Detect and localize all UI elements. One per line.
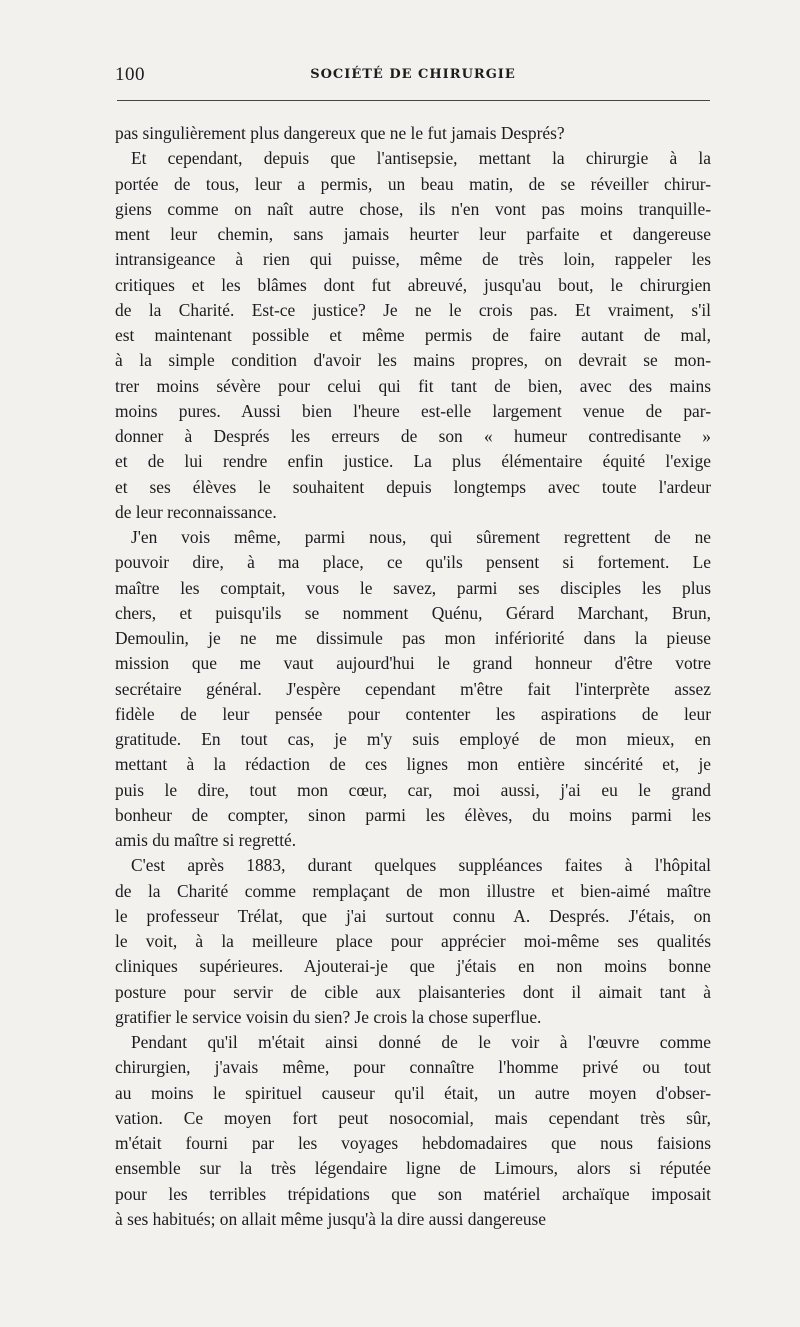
- text-line: portée de tous, leur a permis, un beau matin, de se réveiller chirur-: [115, 173, 711, 194]
- text-line: donner à Després les erreurs de son « humeur contredisante »: [115, 426, 711, 446]
- text-line: et ses élèves le souhaitent depuis longtemps avec toute l'ardeur: [115, 476, 711, 497]
- text-line: posture pour servir de cible aux plaisanteries dont il aimait tant à: [115, 981, 711, 1002]
- text-line: gratitude. En tout cas, je m'y suis employé de mon mieux, en: [115, 729, 711, 749]
- text-line: à ses habitués; on allait même jusqu'à la dire aussi dangereuse: [115, 1208, 547, 1229]
- page-number: 100: [115, 64, 145, 85]
- text-line: vation. Ce moyen fort peut nosocomial, mais cependant très sûr,: [115, 1107, 711, 1128]
- text-line: au moins le spirituel causeur qu'il était, un autre moyen d'obser-: [115, 1082, 711, 1103]
- text-line: fidèle de leur pensée pour contenter les aspirations de leur: [115, 703, 711, 724]
- running-title: SOCIÉTÉ DE CHIRURGIE: [310, 67, 516, 82]
- text-line: maître les comptait, vous le savez, parmi ses disciples les plus: [115, 577, 711, 598]
- text-line: le voit, à la meilleure place pour apprécier moi-même ses qualités: [115, 931, 711, 951]
- body-text: [115, 121, 711, 1232]
- text-line: de la Charité. Est-ce justice? Je ne le crois pas. Et vraiment, s'il: [115, 299, 711, 320]
- text-line: ment leur chemin, sans jamais heurter leur parfaite et dangereuse: [115, 224, 711, 244]
- text-line: m'était fourni par les voyages hebdomadaires que nous faisions: [115, 1133, 711, 1153]
- text-line: secrétaire général. J'espère cependant m'être fait l'interprète assez: [115, 678, 711, 699]
- running-head: [115, 64, 711, 88]
- text-line: Pendant qu'il m'était ainsi donné de le voir à l'œuvre comme: [131, 1032, 711, 1052]
- header-rule: [117, 100, 710, 101]
- text-line: mission que me vaut aujourd'hui le grand honneur d'être votre: [115, 653, 711, 674]
- paragraph: [115, 525, 711, 853]
- text-line: moins pures. Aussi bien l'heure est-elle largement venue de par-: [115, 400, 711, 421]
- text-line: bonheur de compter, sinon parmi les élèves, du moins parmi les: [115, 804, 711, 825]
- text-line: giens comme on naît autre chose, ils n'en vont pas moins tranquille-: [115, 198, 711, 219]
- text-line: pas singulièrement plus dangereux que ne le fut jamais Després?: [115, 123, 565, 143]
- text-line: le professeur Trélat, que j'ai surtout connu A. Després. J'étais, on: [115, 905, 711, 926]
- paragraph: [115, 1030, 711, 1232]
- text-line: intransigeance à rien qui puisse, même de très loin, rappeler les: [115, 249, 711, 270]
- text-line: J'en vois même, parmi nous, qui sûrement regrettent de ne: [131, 527, 711, 547]
- text-line: ensemble sur la très légendaire ligne de Limours, alors si réputée: [115, 1158, 711, 1179]
- text-line: C'est après 1883, durant quelques suppléances faites à l'hôpital: [131, 855, 711, 876]
- text-line: chers, et puisqu'ils se nomment Quénu, Gérard Marchant, Brun,: [115, 602, 711, 623]
- text-line: pour les terribles trépidations que son matériel archaïque imposait: [115, 1183, 711, 1204]
- text-line: de leur reconnaissance.: [115, 501, 277, 522]
- paragraph: [115, 853, 711, 1030]
- text-line: amis du maître si regretté.: [115, 830, 297, 850]
- text-line: cliniques supérieures. Ajouterai-je que j'étais en non moins bonne: [115, 956, 711, 977]
- text-line: pouvoir dire, à ma place, ce qu'ils pensent si fortement. Le: [115, 552, 711, 573]
- text-line: trer moins sévère pour celui qui fit tant de bien, avec des mains: [115, 375, 711, 396]
- text-line: Demoulin, je ne me dissimule pas mon infériorité dans la pieuse: [115, 628, 711, 648]
- text-line: de la Charité comme remplaçant de mon illustre et bien-aimé maître: [115, 880, 711, 901]
- text-line: mettant à la rédaction de ces lignes mon entière sincérité et, je: [115, 754, 711, 775]
- text-line: puis le dire, tout mon cœur, car, moi aussi, j'ai eu le grand: [115, 779, 711, 800]
- text-line: gratifier le service voisin du sien? Je crois la chose superflue.: [115, 1006, 542, 1027]
- text-line: est maintenant possible et même permis de faire autant de mal,: [115, 325, 711, 345]
- paragraph: [115, 146, 711, 525]
- text-line: critiques et les blâmes dont fut abreuvé, jusqu'au bout, le chirurgien: [115, 274, 711, 295]
- text-line: à la simple condition d'avoir les mains propres, on devrait se mon-: [115, 350, 711, 371]
- paragraph: [115, 121, 711, 146]
- text-line: et de lui rendre enfin justice. La plus élémentaire équité l'exige: [115, 451, 711, 472]
- text-line: Et cependant, depuis que l'antisepsie, mettant la chirurgie à la: [131, 148, 711, 169]
- text-line: chirurgien, j'avais même, pour connaître l'homme privé ou tout: [115, 1057, 711, 1078]
